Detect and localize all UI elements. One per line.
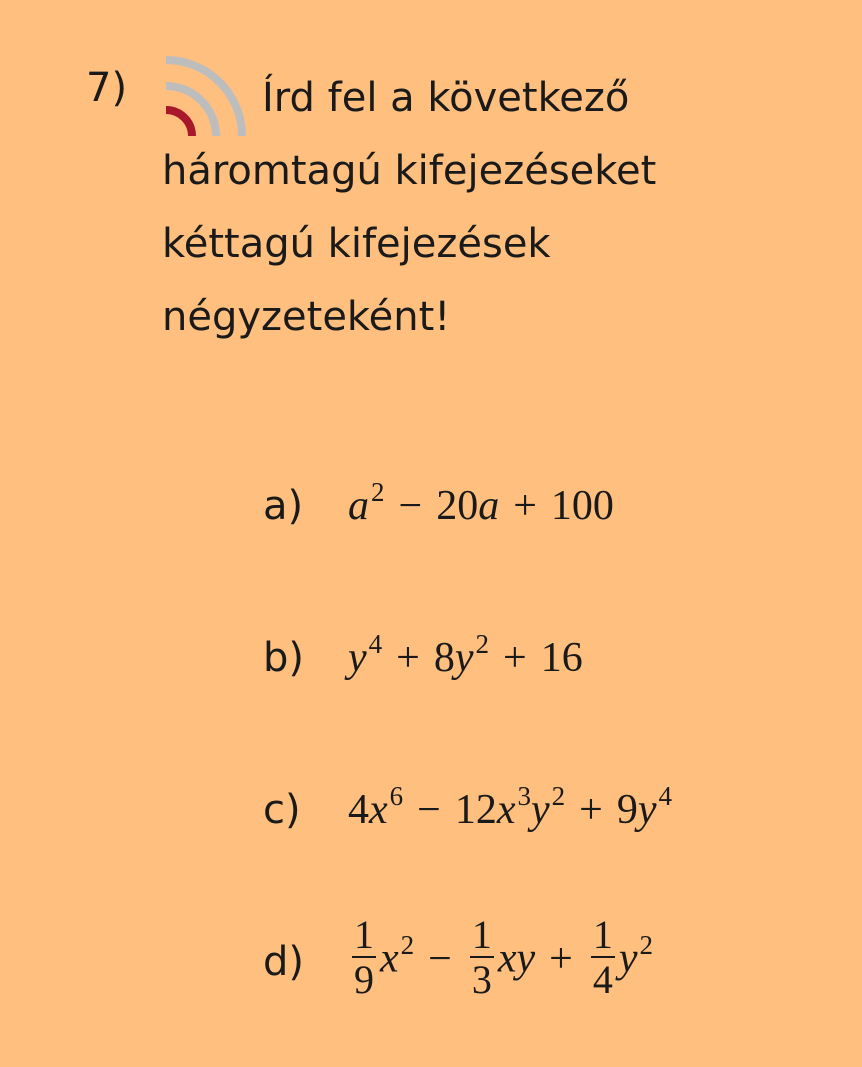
item-label: d) — [263, 939, 304, 985]
task-number: 7) — [86, 65, 128, 111]
instruction-line: háromtagú kifejezéseket — [162, 148, 657, 194]
math-expression: $a^2 - 20a + 100$ — [348, 477, 614, 529]
math-expression: $\frac{1}{9}$ $x^2$ − $\frac{1}{3}$ xy + $\frac{1}{4}$ $y^2$ — [354, 912, 653, 1002]
instruction-text — [162, 62, 802, 354]
item-label: c) — [263, 787, 301, 833]
math-expression: $y^4 + 8y^2 + 16$ — [348, 629, 583, 681]
instruction-line: kéttagú kifejezések — [162, 221, 551, 267]
instruction-line: négyzeteként! — [162, 294, 451, 340]
math-expression: $4x^6 - 12x^3y^2 + 9y^4$ — [348, 781, 672, 833]
instruction-line: Írd fel a következő — [262, 75, 630, 121]
item-label: b) — [263, 635, 304, 681]
item-label: a) — [263, 483, 304, 529]
